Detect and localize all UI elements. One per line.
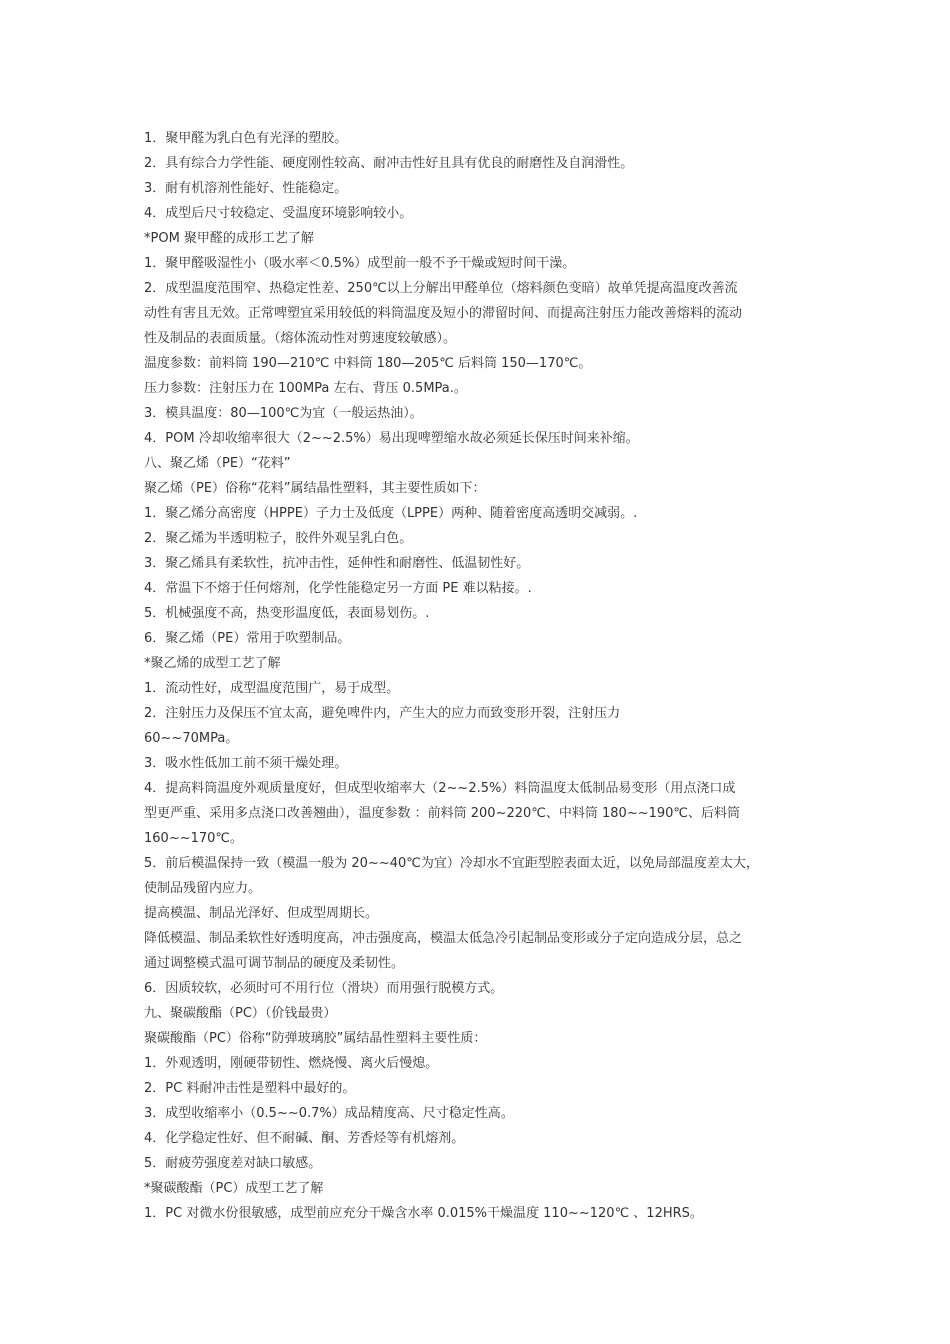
text-line: 聚碳酸酯（PC）俗称“防弹玻璃胶”属结晶性塑料主要性质： <box>144 1031 487 1046</box>
text-line: 4．提高料筒温度外观质量度好，但成型收缩率大（2~~2.5%）料筒温度太低制品易变形（用点浇口成 <box>144 781 736 796</box>
section-heading: 八、聚乙烯（PE）“花料” <box>144 456 291 471</box>
text-line: 1．外观透明，刚硬带韧性、燃烧慢、离火后慢熄。 <box>144 1056 439 1071</box>
text-line: 1．PC 对微水份很敏感，成型前应充分干燥含水率 0.015%干燥温度 110~~120℃ 、12HRS。 <box>144 1206 703 1221</box>
text-line: 3．聚乙烯具有柔软性，抗冲击性，延伸性和耐磨性、低温韧性好。 <box>144 556 530 571</box>
text-line: 4．常温下不熔于任何熔剂，化学性能稳定另一方面 PE 难以粘接。. <box>144 581 532 596</box>
text-line: 3．耐有机溶剂性能好、性能稳定。 <box>144 181 348 196</box>
text-line: 4．POM 冷却收缩率很大（2~~2.5%）易出现啤塑缩水故必须延长保压时间来补缩。 <box>144 431 639 446</box>
document-page <box>144 126 816 1226</box>
text-line: 降低模温、制品柔软性好透明度高，冲击强度高，模温太低急冷引起制品变形或分子定向造成分层，总之 <box>144 931 743 946</box>
section-subheading: *POM 聚甲醛的成形工艺了解 <box>144 231 314 246</box>
text-line: 2．具有综合力学性能、硬度刚性较高、耐冲击性好且具有优良的耐磨性及自润滑性。 <box>144 156 634 171</box>
text-line: 压力参数：注射压力在 100MPa 左右、背压 0.5MPa.。 <box>144 381 467 396</box>
text-line: 聚乙烯（PE）俗称“花料”属结晶性塑料，其主要性质如下： <box>144 481 486 496</box>
text-line: 使制品残留内应力。 <box>144 881 262 896</box>
text-line: 提高模温、制品光泽好、但成型周期长。 <box>144 906 379 921</box>
text-line: 2．成型温度范围窄、热稳定性差、250℃以上分解出甲醛单位（熔料颜色变暗）故单凭提高温度改善流 <box>144 281 738 296</box>
text-line: 2．PC 料耐冲击性是塑料中最好的。 <box>144 1081 356 1096</box>
text-line: 5．耐疲劳强度差对缺口敏感。 <box>144 1156 322 1171</box>
text-line: 3．模具温度：80—100℃为宜（一般运热油）。 <box>144 406 423 421</box>
section-subheading: *聚碳酸酯（PC）成型工艺了解 <box>144 1181 324 1196</box>
text-line: 通过调整模式温可调节制品的硬度及柔韧性。 <box>144 956 405 971</box>
text-line: 1．聚甲醛吸湿性小（吸水率＜0.5%）成型前一般不予干燥或短时间干澡。 <box>144 256 576 271</box>
text-line: 5．前后模温保持一致（模温一般为 20~~40℃为宜）冷却水不宜距型腔表面太近，以免局部温度差太大， <box>144 856 759 871</box>
text-line: 4．化学稳定性好、但不耐碱、酮、芳香烃等有机熔剂。 <box>144 1131 465 1146</box>
text-line: 6．因质较软，必须时可不用行位（滑块）而用强行脱模方式。 <box>144 981 504 996</box>
text-line: 2．聚乙烯为半透明粒子，胶件外观呈乳白色。 <box>144 531 413 546</box>
text-line: 160~~170℃。 <box>144 831 244 846</box>
section-heading: 九、聚碳酸酯（PC）（价钱最贵） <box>144 1006 337 1021</box>
text-line: 1．聚乙烯分高密度（HPPE）子力士及低度（LPPE）两种、随着密度高透明交减弱。. <box>144 506 638 521</box>
text-line: 5．机械强度不高，热变形温度低，表面易划伤。. <box>144 606 430 621</box>
text-line: 3．成型收缩率小（0.5~~0.7%）成品精度高、尺寸稳定性高。 <box>144 1106 514 1121</box>
text-line: 3．吸水性低加工前不须干燥处理。 <box>144 756 348 771</box>
text-line: 型更严重、采用多点浇口改善翘曲），温度参数 ：前料筒 200~220℃、中料筒 180~~190℃、后料筒 <box>144 806 741 821</box>
text-line: 60~~70MPa。 <box>144 731 239 746</box>
text-line: 1．聚甲醛为乳白色有光泽的塑胶。 <box>144 131 348 146</box>
text-line: 4．成型后尺寸较稳定、受温度环境影响较小。 <box>144 206 413 221</box>
text-line: 动性有害且无效。正常啤塑宜采用较低的料筒温度及短小的滞留时间、而提高注射压力能改善熔料的流动 <box>144 306 743 321</box>
text-line: 6．聚乙烯（PE）常用于吹塑制品。 <box>144 631 351 646</box>
section-subheading: *聚乙烯的成型工艺了解 <box>144 656 281 671</box>
text-line: 1．流动性好，成型温度范围广，易于成型。 <box>144 681 400 696</box>
text-line: 性及制品的表面质量。（熔体流动性对剪速度较敏感）。 <box>144 331 457 346</box>
text-line: 温度参数：前料筒 190—210℃ 中料筒 180—205℃ 后料筒 150—170℃。 <box>144 356 592 371</box>
text-line: 2．注射压力及保压不宜太高，避免啤件内，产生大的应力而致变形开裂，注射压力 <box>144 706 621 721</box>
